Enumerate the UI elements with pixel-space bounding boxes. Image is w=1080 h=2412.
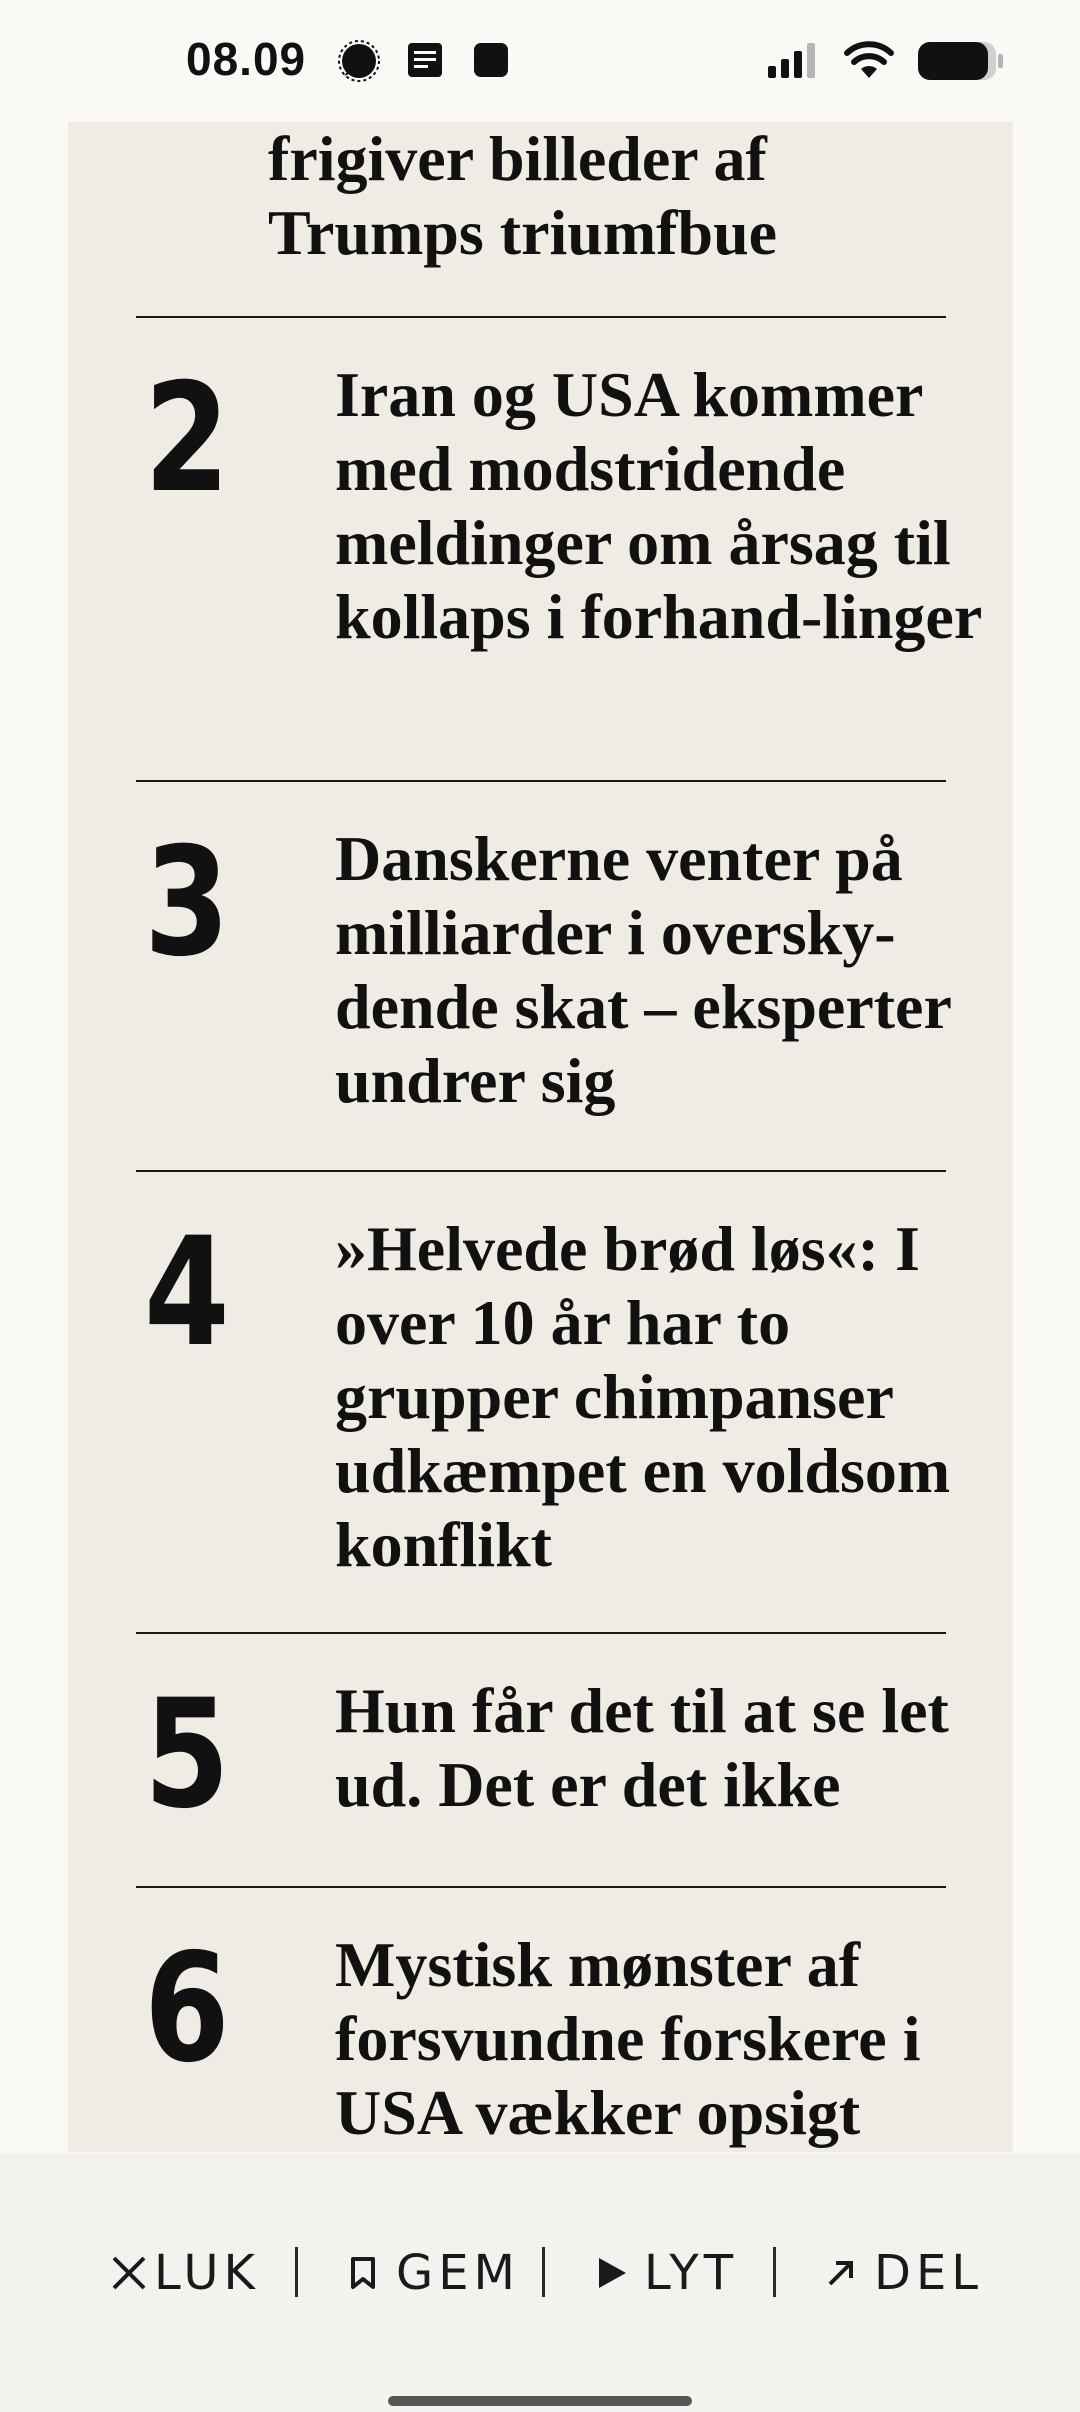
- close-label: LUK: [154, 2245, 260, 2301]
- rank-number: 6: [144, 1922, 230, 2096]
- separator: [295, 2247, 298, 2297]
- headline: frigiver billeder af Trumps triumfbue: [268, 123, 778, 268]
- listen-label: LYT: [644, 2245, 739, 2301]
- rank-number: 2: [144, 352, 230, 526]
- signal-messenger-icon: [338, 40, 380, 82]
- share-label: DEL: [874, 2245, 984, 2301]
- headline: »Helvede brød løs«: I over 10 år har to grupper chimpanser udkæmpet en voldsom konflikt: [335, 1213, 951, 1580]
- close-icon: [110, 2254, 148, 2292]
- app-square-icon: [472, 40, 510, 80]
- headline: Iran og USA kommer med modstridende meldinger om årsag til kollaps i forhand-linger: [335, 359, 983, 652]
- rank-number: 5: [144, 1668, 230, 1842]
- rank-number: 3: [144, 816, 230, 990]
- separator: [542, 2247, 545, 2297]
- play-icon: [596, 2256, 628, 2290]
- divider: [136, 1886, 946, 1888]
- status-bar: [0, 0, 1080, 122]
- status-time: 08.09: [186, 33, 307, 85]
- battery-icon: [916, 40, 1004, 82]
- close-button[interactable]: [110, 2235, 260, 2311]
- separator: [773, 2247, 776, 2297]
- share-button[interactable]: [826, 2235, 983, 2311]
- save-button[interactable]: [350, 2235, 520, 2311]
- cellular-signal-icon: [766, 40, 826, 80]
- share-arrow-icon: [826, 2258, 856, 2288]
- divider: [136, 1632, 946, 1634]
- headline: Danskerne venter på milliarder i oversky-dende skat – eksperter undrer sig: [335, 823, 951, 1116]
- bookmark-icon: [350, 2256, 376, 2290]
- divider: [136, 780, 946, 782]
- divider: [136, 1170, 946, 1172]
- divider: [136, 316, 946, 318]
- home-indicator[interactable]: [388, 2396, 692, 2406]
- wifi-icon: [842, 40, 896, 80]
- notes-icon: [406, 40, 444, 80]
- save-label: GEM: [396, 2245, 520, 2301]
- listen-button[interactable]: [596, 2235, 738, 2311]
- most-read-panel: [68, 122, 1013, 2152]
- bottom-toolbar: [0, 2153, 1080, 2412]
- headline: Hun får det til at se let ud. Det er det ikke: [335, 1675, 949, 1820]
- rank-number: 4: [144, 1206, 230, 1380]
- headline: Mystisk mønster af forsvundne forskere i USA vækker opsigt: [335, 1929, 921, 2148]
